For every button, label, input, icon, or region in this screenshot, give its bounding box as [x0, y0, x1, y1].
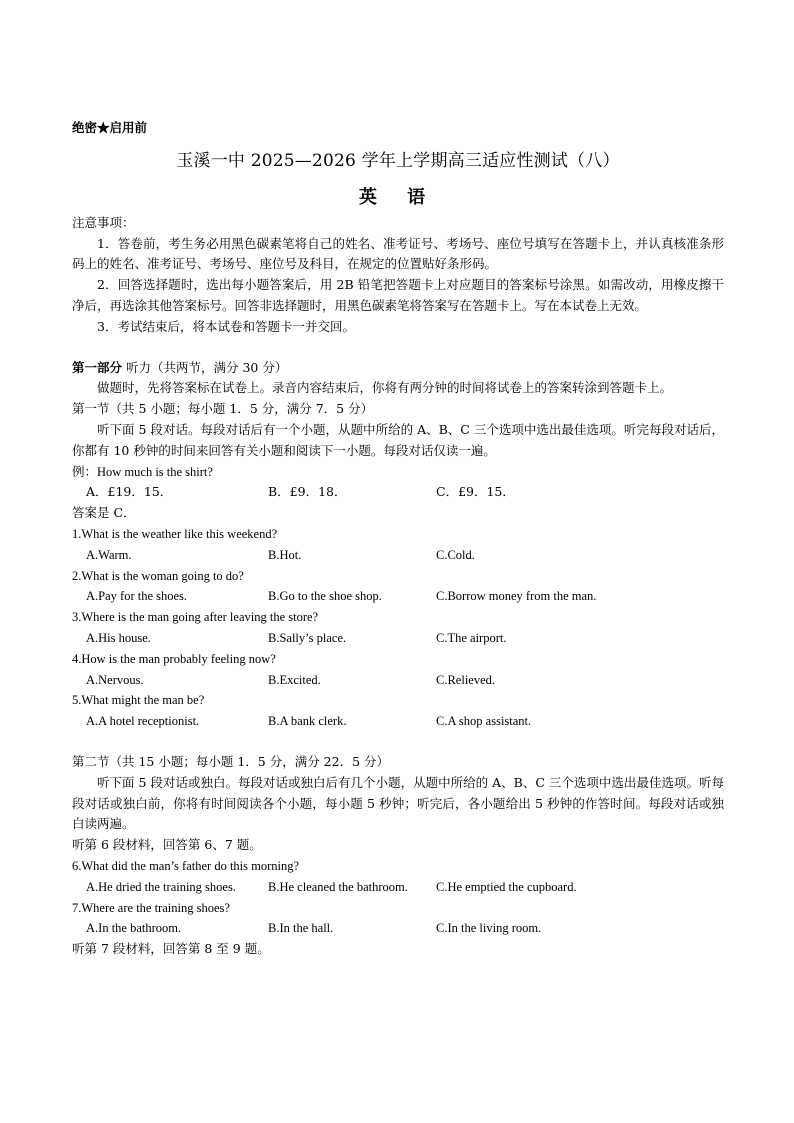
option-b: B.Hot. — [268, 547, 302, 562]
option-a: A.His house. — [86, 630, 151, 645]
question-6: 6.What did the man’s father do this morning? — [72, 858, 300, 873]
question-2-options — [72, 586, 724, 607]
notice-item-3: 3．考试结束后，将本试卷和答题卡一并交回。 — [97, 318, 355, 334]
part1-heading — [72, 358, 724, 379]
part1-heading-label: 第一部分 — [72, 359, 123, 375]
option-a: A.In the bathroom. — [86, 921, 182, 936]
question-1-options — [72, 545, 724, 566]
notice-item-1: 1．答卷前，考生务必用黑色碳素笔将自己的姓名、准考证号、考场号、座位号填写在答题卡上，并认真核准条形码上的姓名、准考证号、考场号、座位号及科目，在规定的位置贴好条形码。 — [72, 235, 724, 272]
option-b: B.Go to the shoe shop. — [268, 589, 382, 604]
example-question: 例：How much is the shirt? — [72, 464, 213, 479]
example-answer: 答案是 C． — [72, 505, 136, 521]
option-c: C.A shop assistant. — [436, 714, 532, 729]
question-4-options — [72, 670, 724, 691]
question-5-options — [72, 711, 724, 732]
option-c: C.In the living room. — [436, 921, 542, 936]
example-option-c: C．£9．15． — [436, 484, 515, 500]
option-c: C.Cold. — [436, 547, 475, 562]
option-c: C.Borrow money from the man. — [436, 589, 597, 604]
notice-heading: 注意事项： — [72, 214, 135, 230]
spacer — [72, 338, 724, 358]
option-a: A.A hotel receptionist. — [86, 714, 200, 729]
material-7-heading: 听第 7 段材料，回答第 8 至 9 题。 — [72, 941, 270, 957]
option-c: C.The airport. — [436, 630, 507, 645]
example-option-a: A．£19．15． — [86, 484, 173, 500]
option-a: A.Warm. — [86, 547, 132, 562]
exam-title: 玉溪一中 2025—2026 学年上学期高三适应性测试（八） — [176, 150, 620, 171]
section1-heading: 第一节（共 5 小题；每小题 1．5 分，满分 7．5 分） — [72, 401, 374, 417]
example-option-b: B．£9．18． — [268, 484, 347, 500]
option-b: B.He cleaned the bathroom. — [268, 879, 408, 894]
spacer — [72, 732, 724, 752]
example-options — [72, 482, 724, 503]
part1-heading-detail: 听力（共两节，满分 30 分） — [122, 359, 288, 375]
option-b: B.Sally’s place. — [268, 630, 347, 645]
option-c: C.Relieved. — [436, 672, 496, 687]
question-1: 1.What is the weather like this weekend? — [72, 526, 278, 541]
question-3-options — [72, 628, 724, 649]
section2-heading: 第二节（共 15 小题；每小题 1．5 分，满分 22．5 分） — [72, 753, 390, 769]
exam-page — [72, 118, 724, 960]
option-b: B.Excited. — [268, 672, 321, 687]
option-a: A.Pay for the shoes. — [86, 589, 188, 604]
material-6-heading: 听第 6 段材料，回答第 6、7 题。 — [72, 837, 262, 853]
option-c: C.He emptied the cupboard. — [436, 879, 577, 894]
question-3: 3.Where is the man going after leaving the store? — [72, 610, 319, 625]
subject-title: 英 语 — [358, 186, 438, 208]
option-a: A.He dried the training shoes. — [86, 879, 236, 894]
section1-instructions: 听下面 5 段对话。每段对话后有一个小题，从题中所给的 A、B、C 三个选项中选出最佳选项。听完每段对话后，你都有 10 秒钟的时间来回答有关小题和阅读下一小题。每段对话仅读一遍。 — [72, 421, 724, 458]
question-7-options — [72, 918, 724, 939]
option-b: B.In the hall. — [268, 921, 334, 936]
question-6-options — [72, 877, 724, 898]
part1-instructions: 做题时，先将答案标在试卷上。录音内容结束后，你将有两分钟的时间将试卷上的答案转涂到答题卡上。 — [97, 380, 673, 396]
option-b: B.A bank clerk. — [268, 714, 347, 729]
section2-instructions: 听下面 5 段对话或独白。每段对话或独白后有几个小题，从题中所给的 A、B、C 三个选项中选出最佳选项。听每段对话或独白前，你将有时间阅读各个小题，每小题 5 秒钟；听完后，各小题给出 5 秒钟的作答时间。每段对话或独白读两遍。 — [72, 774, 724, 832]
notice-item-2: 2．回答选择题时，选出每小题答案后，用 2B 铅笔把答题卡上对应题目的答案标号涂黑。如需改动，用橡皮擦干净后，再选涂其他答案标号。回答非选择题时，用黑色碳素笔将答案写在答题卡上。写在本试卷上无效。 — [72, 277, 724, 313]
question-4: 4.How is the man probably feeling now? — [72, 651, 276, 666]
question-2: 2.What is the woman going to do? — [72, 568, 244, 583]
question-7: 7.Where are the training shoes? — [72, 900, 230, 915]
confidential-label: 绝密★启用前 — [72, 120, 148, 135]
question-5: 5.What might the man be? — [72, 693, 205, 708]
option-a: A.Nervous. — [86, 672, 144, 687]
